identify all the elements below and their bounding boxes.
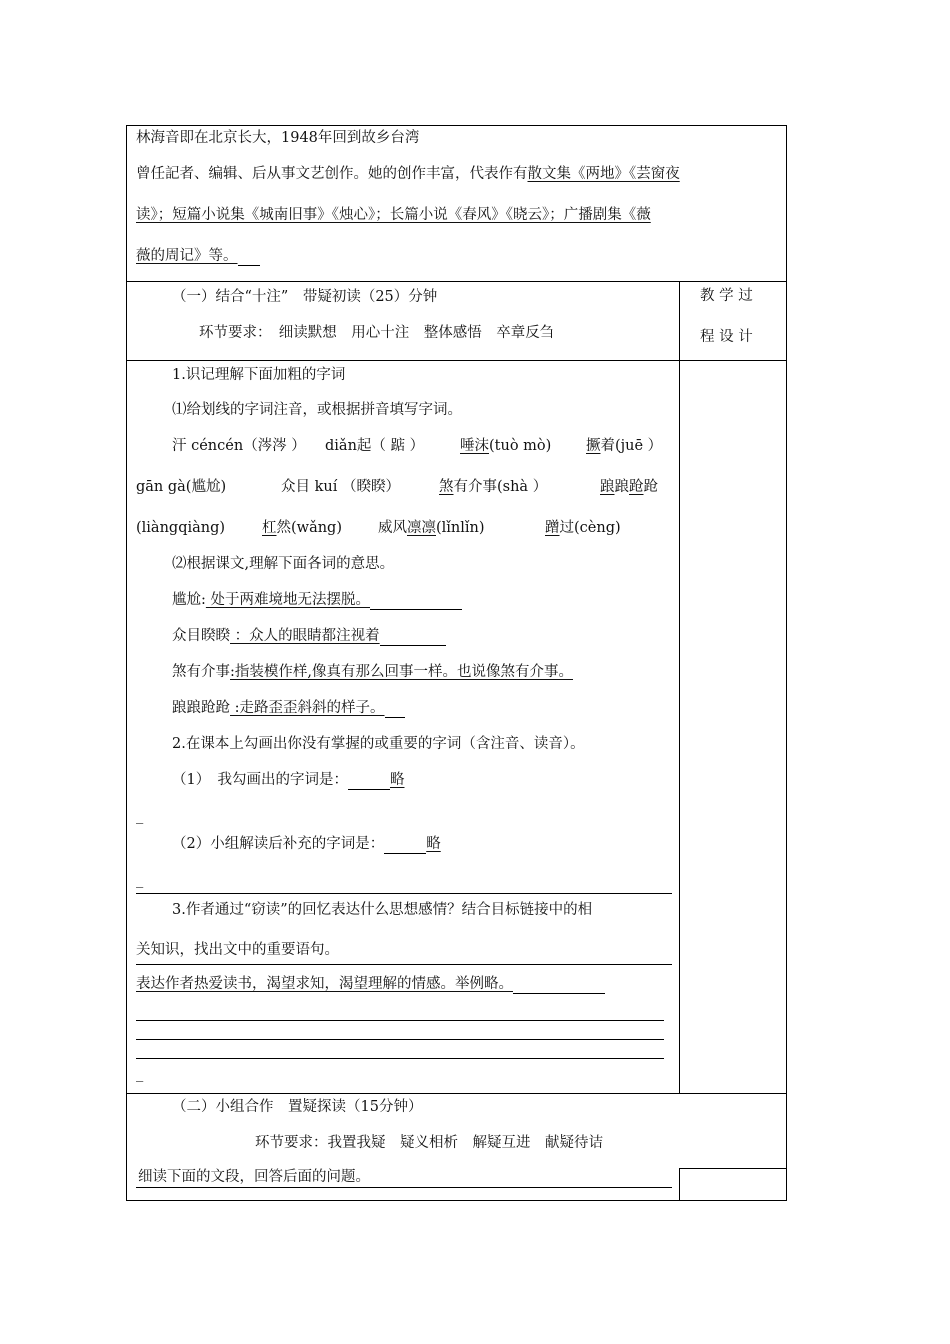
definition-text: :指装模作样,像真有那么回事一样。也说像煞有介事。 <box>230 664 573 680</box>
row-divider-4 <box>679 1168 787 1169</box>
section-1-requirements: 环节要求： 细读默想 用心十注 整体感悟 卒章反刍 <box>199 325 555 341</box>
underline-filler <box>370 593 462 610</box>
section-2-instruction: 细读下面的文段，回答后面的问题。 <box>138 1169 370 1185</box>
definition-term: 众目睽睽 <box>172 628 230 644</box>
author-intro-text: 曾任記者、编辑、后从事文艺创作。她的创作丰富，代表作有 <box>136 166 528 182</box>
answer-blank <box>348 773 390 790</box>
exercise-2-tail-1: _ <box>136 808 144 824</box>
author-works-line-4 <box>136 246 260 266</box>
pinyin-item-kuikui: 众目 kuí （睽睽） <box>281 479 400 495</box>
side-label-line-1: 教 学 过 <box>700 288 753 304</box>
answer-text: 表达作者热爱读书，渴望求知，渴望理解的情感。举例略。 <box>136 976 513 992</box>
table-top-border <box>126 125 787 126</box>
exercise-3-tail: _ <box>136 1066 144 1082</box>
table-left-border <box>126 125 127 1201</box>
underlined-word: 煞 <box>439 479 454 495</box>
column-divider-b <box>679 1168 680 1200</box>
section-2-requirements: 环节要求：我置我疑 疑义相析 解疑互进 献疑待诘 <box>255 1135 603 1151</box>
definition-text: :走路歪歪斜斜的样子。 <box>230 700 385 716</box>
definition-text: 处于两难境地无法摆脱。 <box>205 592 370 608</box>
exercise-2-question-2 <box>172 834 441 854</box>
pinyin-reading: 过(cèng) <box>559 520 621 536</box>
exercise-2-heading: 2.在课本上勾画出你没有掌握的或重要的字词（含注音、读音）。 <box>172 736 585 752</box>
exercise-2-question-1 <box>172 770 404 790</box>
answer-rule <box>136 1020 664 1021</box>
answer-text: 略 <box>426 836 441 852</box>
underlined-word: 杠 <box>262 520 277 536</box>
exercise-1-sub-2: ⑵根据课文,理解下面各词的意思。 <box>172 556 395 572</box>
pinyin-item-linlin <box>378 518 485 538</box>
row-divider-3 <box>126 1093 787 1094</box>
pinyin-item-sha <box>439 477 547 497</box>
answer-rule <box>136 1058 664 1059</box>
underlined-word: 唾沫 <box>460 438 489 454</box>
exercise-2-tail-2: _ <box>136 872 144 888</box>
definition-text: ：众人的眼睛都注视着 <box>230 628 380 644</box>
underline-filler <box>385 701 405 718</box>
answer-rule <box>136 893 672 894</box>
side-label-line-2: 程 设 计 <box>700 329 753 345</box>
table-right-border <box>786 125 787 1201</box>
answer-rule <box>136 964 672 965</box>
underlined-word: 撅 <box>586 438 601 454</box>
author-works-start: 散文集《两地》《芸窗夜 <box>527 166 680 182</box>
answer-rule <box>136 1039 664 1040</box>
pinyin-reading: 着(juē ） <box>600 438 663 454</box>
exercise-3-question-line-1: 3.作者通过“窃读”的回忆表达什么思想感情？结合目标链接中的相 <box>172 902 593 918</box>
underline-filler <box>513 977 605 994</box>
pinyin-reading: 有介事(shà ） <box>453 479 548 495</box>
underlined-word: 跄 <box>629 479 644 495</box>
author-intro-line-2 <box>136 164 680 184</box>
pinyin-reading-liangqiang: (liàngqiàng) <box>136 520 226 536</box>
definition-ganga <box>172 590 462 610</box>
pinyin-reading: (lǐnlǐn) <box>436 520 485 536</box>
underlined-word: 踉 <box>600 479 615 495</box>
definition-sha <box>172 662 573 682</box>
definition-term: 踉踉跄跄 <box>172 700 230 716</box>
question-text: （1） 我勾画出的字词是： <box>172 772 348 788</box>
pinyin-item-ceng <box>545 518 621 538</box>
pinyin-item-jue <box>586 436 662 456</box>
definition-kuikui <box>172 626 446 646</box>
author-works-end: 薇的周记》等。 <box>136 248 238 264</box>
pinyin-item-ganga: gān gà(尴尬) <box>136 479 227 495</box>
exercise-1-heading: 1.识记理解下面加粗的字词 <box>172 367 346 383</box>
definition-liangqiang <box>172 698 405 718</box>
exercise-3-question-line-2: 关知识，找出文中的重要语句。 <box>136 942 339 958</box>
question-text: （2）小组解读后补充的字词是： <box>172 836 385 852</box>
underlined-word: 凛凛 <box>407 520 436 536</box>
answer-blank <box>384 837 426 854</box>
exercise-3-answer <box>136 974 605 994</box>
exercise-1-sub-1: ⑴给划线的字词注音，或根据拼音填写字词。 <box>172 402 462 418</box>
author-intro-line-1: 林海音即在北京长大，1948年回到故乡台湾 <box>136 130 420 146</box>
row-divider-1 <box>126 281 787 282</box>
pinyin-reading: 然(wǎng) <box>276 520 342 536</box>
underlined-word: 蹭 <box>545 520 560 536</box>
answer-rule <box>136 1187 672 1188</box>
word-char: 跄 <box>643 479 658 495</box>
word-prefix: 威风 <box>378 520 407 536</box>
underline-filler <box>238 249 260 266</box>
pinyin-item-dian: diǎn起（ 踮 ） <box>325 438 425 454</box>
row-divider-2 <box>126 360 787 361</box>
section-2-title: （二）小组合作 置疑探读（15分钟） <box>172 1099 423 1115</box>
column-divider-a <box>679 281 680 1093</box>
answer-text: 略 <box>389 772 405 788</box>
table-bottom-border <box>126 1200 787 1201</box>
pinyin-item-liangqiang <box>600 477 658 497</box>
author-works-line-3: 读》；短篇小说集《城南旧事》《烛心》；长篇小说《春风》《晓云》；广播剧集《薇 <box>136 207 651 223</box>
pinyin-item-wang <box>262 518 342 538</box>
word-char: 踉 <box>614 479 629 495</box>
definition-term: 尴尬: <box>172 592 206 608</box>
pinyin-reading: (tuò mò) <box>489 438 552 454</box>
section-1-title: （一）结合“十注” 带疑初读（25）分钟 <box>172 289 438 305</box>
pinyin-item-tuomo <box>460 436 551 456</box>
pinyin-item-cencen: 汗 céncén（涔涔 ） <box>172 438 306 454</box>
definition-term: 煞有介事 <box>172 664 230 680</box>
underline-filler <box>380 629 446 646</box>
